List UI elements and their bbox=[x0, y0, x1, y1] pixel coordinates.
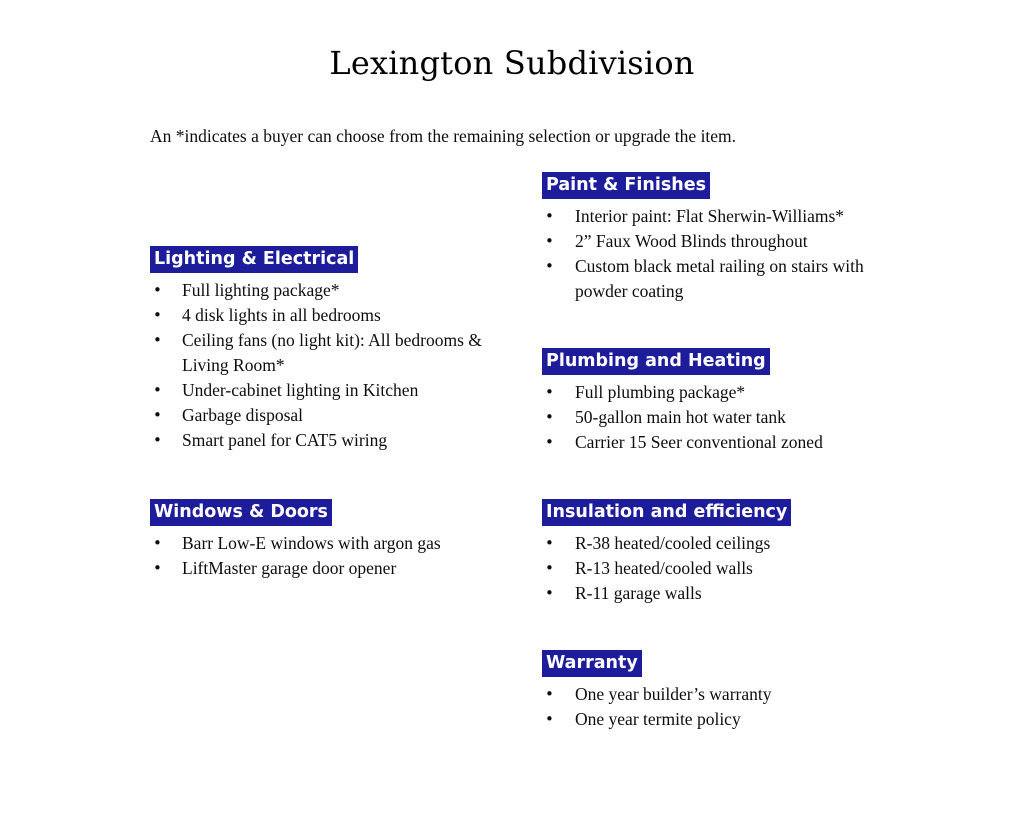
list-item bbox=[545, 430, 823, 455]
list-item-text: 2” Faux Wood Blinds throughout bbox=[575, 231, 808, 251]
list-item-text: Full plumbing package* bbox=[575, 382, 746, 402]
list-item bbox=[153, 303, 482, 328]
list-paint-finishes bbox=[542, 204, 880, 304]
bullet-icon: • bbox=[545, 584, 554, 602]
list-item bbox=[545, 682, 771, 707]
bullet-icon: • bbox=[545, 534, 554, 552]
bullet-icon: • bbox=[545, 433, 554, 451]
bullet-icon: • bbox=[545, 257, 554, 275]
list-item bbox=[545, 531, 791, 556]
bullet-icon: • bbox=[153, 281, 162, 299]
list-lighting-electrical bbox=[150, 278, 482, 453]
page-title: Lexington Subdivision bbox=[329, 44, 695, 83]
intro-note: An *indicates a buyer can choose from the remaining selection or upgrade the item. bbox=[150, 125, 737, 146]
bullet-icon: • bbox=[153, 559, 162, 577]
bullet-icon: • bbox=[545, 685, 554, 703]
list-item bbox=[153, 328, 482, 378]
list-item-text: Ceiling fans (no light kit): All bedrooms & Living Room* bbox=[182, 330, 482, 375]
section-insulation-efficiency bbox=[542, 499, 791, 606]
list-item-text: R-38 heated/cooled ceilings bbox=[575, 533, 771, 553]
bullet-icon: • bbox=[153, 534, 162, 552]
list-item bbox=[153, 403, 482, 428]
list-plumbing-heating bbox=[542, 380, 823, 455]
list-item bbox=[153, 556, 441, 581]
list-item-text: Under-cabinet lighting in Kitchen bbox=[182, 380, 419, 400]
list-item bbox=[545, 405, 823, 430]
list-item bbox=[545, 707, 771, 732]
list-item bbox=[153, 378, 482, 403]
bullet-icon: • bbox=[545, 383, 554, 401]
list-insulation-efficiency bbox=[542, 531, 791, 606]
list-item bbox=[545, 229, 880, 254]
list-item-text: Barr Low-E windows with argon gas bbox=[182, 533, 441, 553]
list-item-text: 4 disk lights in all bedrooms bbox=[182, 305, 381, 325]
list-item-text: R-13 heated/cooled walls bbox=[575, 558, 753, 578]
bullet-icon: • bbox=[153, 381, 162, 399]
bullet-icon: • bbox=[153, 406, 162, 424]
list-item bbox=[545, 380, 823, 405]
list-item bbox=[545, 556, 791, 581]
list-item bbox=[153, 278, 482, 303]
list-warranty bbox=[542, 682, 771, 732]
section-plumbing-heating bbox=[542, 348, 823, 455]
list-item-text: Garbage disposal bbox=[182, 405, 304, 425]
section-paint-finishes bbox=[542, 172, 880, 304]
list-item-text: One year termite policy bbox=[575, 709, 741, 729]
section-heading-windows-doors: Windows & Doors bbox=[150, 499, 332, 526]
section-heading-warranty: Warranty bbox=[542, 650, 642, 677]
section-heading-insulation-efficiency: Insulation and efficiency bbox=[542, 499, 791, 526]
bullet-icon: • bbox=[545, 408, 554, 426]
list-item-text: Interior paint: Flat Sherwin-Williams* bbox=[575, 206, 845, 226]
section-heading-plumbing-heating: Plumbing and Heating bbox=[542, 348, 770, 375]
section-windows-doors bbox=[150, 499, 441, 581]
section-lighting-electrical bbox=[150, 246, 482, 453]
list-item-text: Full lighting package* bbox=[182, 280, 340, 300]
list-item-text: LiftMaster garage door opener bbox=[182, 558, 397, 578]
bullet-icon: • bbox=[545, 207, 554, 225]
list-item bbox=[153, 428, 482, 453]
list-item-text: Custom black metal railing on stairs with powder coating bbox=[575, 256, 864, 301]
list-item-text: 50-gallon main hot water tank bbox=[575, 407, 786, 427]
bullet-icon: • bbox=[153, 306, 162, 324]
list-item-text: One year builder’s warranty bbox=[575, 684, 772, 704]
list-item-text: Smart panel for CAT5 wiring bbox=[182, 430, 388, 450]
bullet-icon: • bbox=[545, 710, 554, 728]
list-item bbox=[545, 581, 791, 606]
list-item-text: R-11 garage walls bbox=[575, 583, 702, 603]
section-heading-paint-finishes: Paint & Finishes bbox=[542, 172, 710, 199]
list-item bbox=[545, 204, 880, 229]
section-warranty bbox=[542, 650, 771, 732]
bullet-icon: • bbox=[545, 232, 554, 250]
list-item bbox=[545, 254, 880, 304]
bullet-icon: • bbox=[153, 331, 162, 349]
list-windows-doors bbox=[150, 531, 441, 581]
list-item-text: Carrier 15 Seer conventional zoned bbox=[575, 432, 823, 452]
list-item bbox=[153, 531, 441, 556]
section-heading-lighting-electrical: Lighting & Electrical bbox=[150, 246, 358, 273]
bullet-icon: • bbox=[153, 431, 162, 449]
bullet-icon: • bbox=[545, 559, 554, 577]
